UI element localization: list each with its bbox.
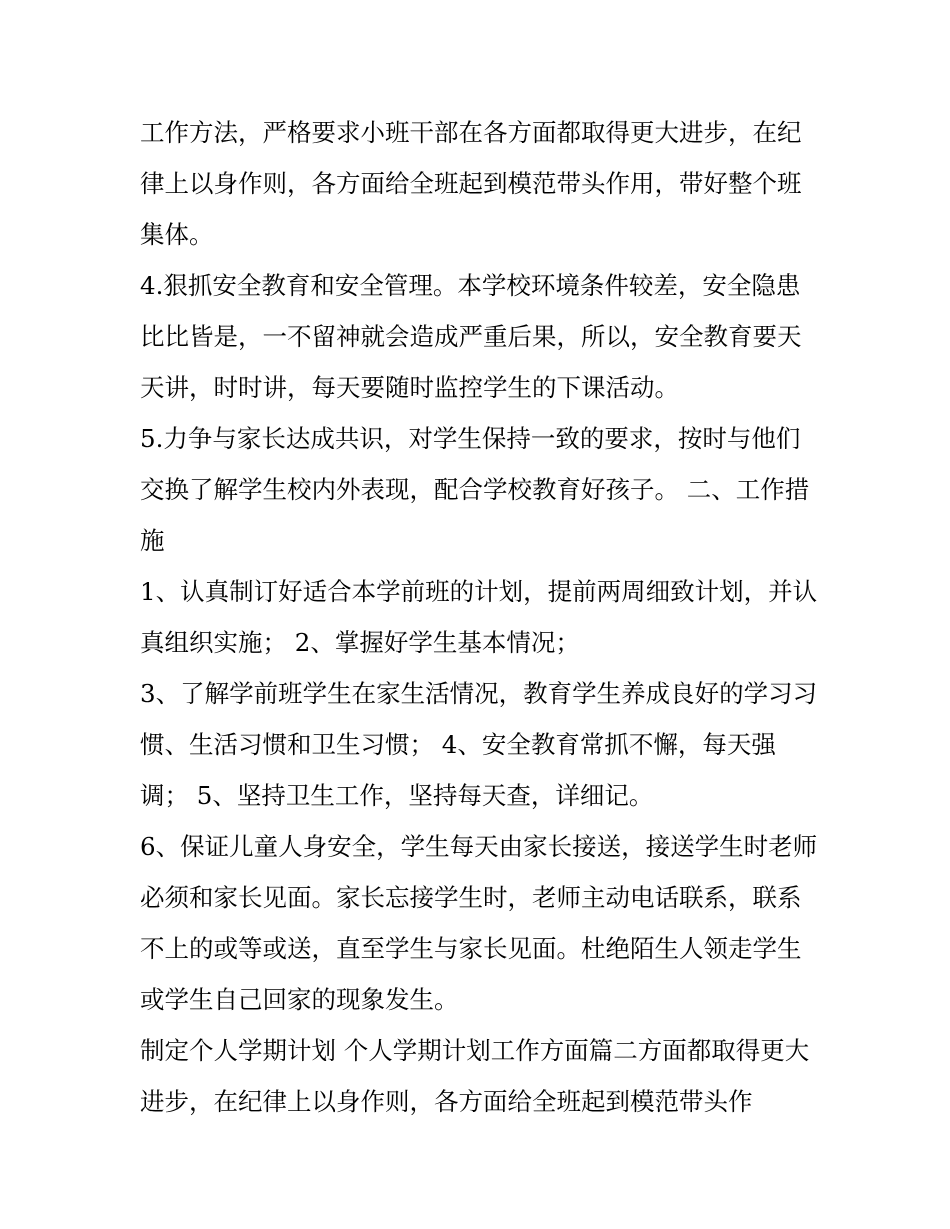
paragraph-parent-consensus: 5.力争与家长达成共识，对学生保持一致的要求，按时与他们交换了解学生校内外表现，配合学校教育好孩子。 二、工作措施 <box>140 424 810 555</box>
document-body <box>140 107 820 1127</box>
paragraph-child-safety: 6、保证儿童人身安全，学生每天由家长接送，接送学生时老师必须和家长见面。家长忘接学生时，老师主动电话联系，联系不上的或等或送，直至学生与家长见面。杜绝陌生人领走学生或学生自己回家的现象发生。 <box>140 832 818 1014</box>
paragraph-safety-education: 4.狠抓安全教育和安全管理。本学校环境条件较差，安全隐患比比皆是，一不留神就会造成严重后果，所以，安全教育要天天讲，时时讲，每天要随时监控学生的下课活动。 <box>140 271 802 402</box>
paragraph-measure-habits: 3、了解学前班学生在家生活情况，教育学生养成良好的学习习惯、生活习惯和卫生习惯； 4、安全教育常抓不懈，每天强调； 5、坚持卫生工作，坚持每天查，详细记。 <box>140 679 818 810</box>
paragraph-measure-plan: 1、认真制订好适合本学前班的计划，提前两周细致计划，并认真组织实施； 2、掌握好学生基本情况； <box>140 577 818 657</box>
paragraph-personal-plan: 制定个人学期计划 个人学期计划工作方面篇二方面都取得更大进步，在纪律上以身作则，各方面给全班起到模范带头作 <box>140 1036 810 1116</box>
paragraph-work-method: 工作方法，严格要求小班干部在各方面都取得更大进步，在纪律上以身作则，各方面给全班起到模范带头作用，带好整个班集体。 <box>140 118 802 249</box>
